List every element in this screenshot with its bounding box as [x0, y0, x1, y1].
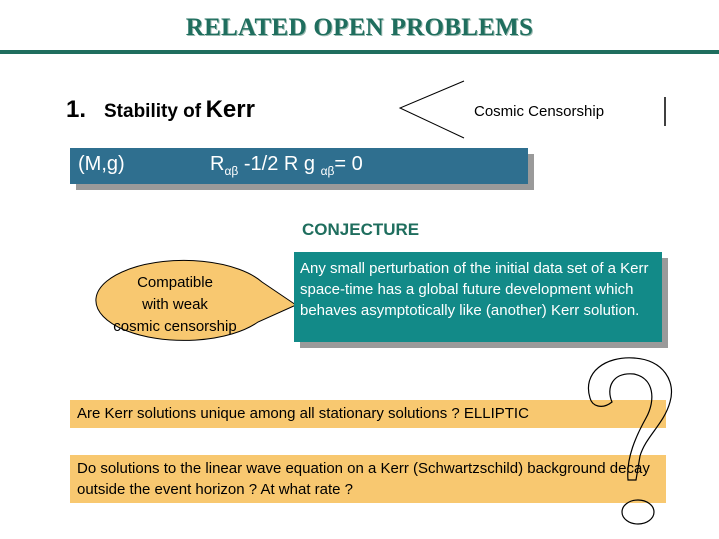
callout-line-1: Compatible — [137, 274, 213, 291]
question-2: Do solutions to the linear wave equation on a Kerr (Schwartzschild) background decay outside the event horizon ? At what rate ? — [77, 460, 650, 498]
item-prefix: Stability of — [104, 101, 202, 122]
question-mark-dot — [622, 500, 654, 524]
cosmic-censorship-label: Cosmic Censorship — [474, 103, 605, 120]
conjecture-text: Any small perturbation of the initial data set of a Kerr space-time has a global future development which behaves asymptotically like (another) Kerr solution. — [300, 260, 649, 319]
callout-line-2: with weak — [142, 296, 208, 313]
callout-line-3: cosmic censorship — [113, 318, 237, 335]
eq-sub1: αβ — [224, 164, 239, 178]
item-number: 1. — [66, 96, 87, 123]
eq-sub2: αβ — [320, 164, 335, 178]
eq-middle: -1/2 R g — [238, 153, 321, 175]
page-title: RELATED OPEN PROBLEMS — [185, 14, 534, 41]
equation-manifold: (M,g) — [78, 153, 125, 175]
conjecture-title: CONJECTURE — [302, 220, 420, 239]
eq-end: = 0 — [334, 153, 363, 175]
eq-r: R — [210, 153, 225, 175]
question-1: Are Kerr solutions unique among all stationary solutions ? ELLIPTIC — [77, 405, 529, 422]
item-name: Kerr — [205, 96, 255, 123]
